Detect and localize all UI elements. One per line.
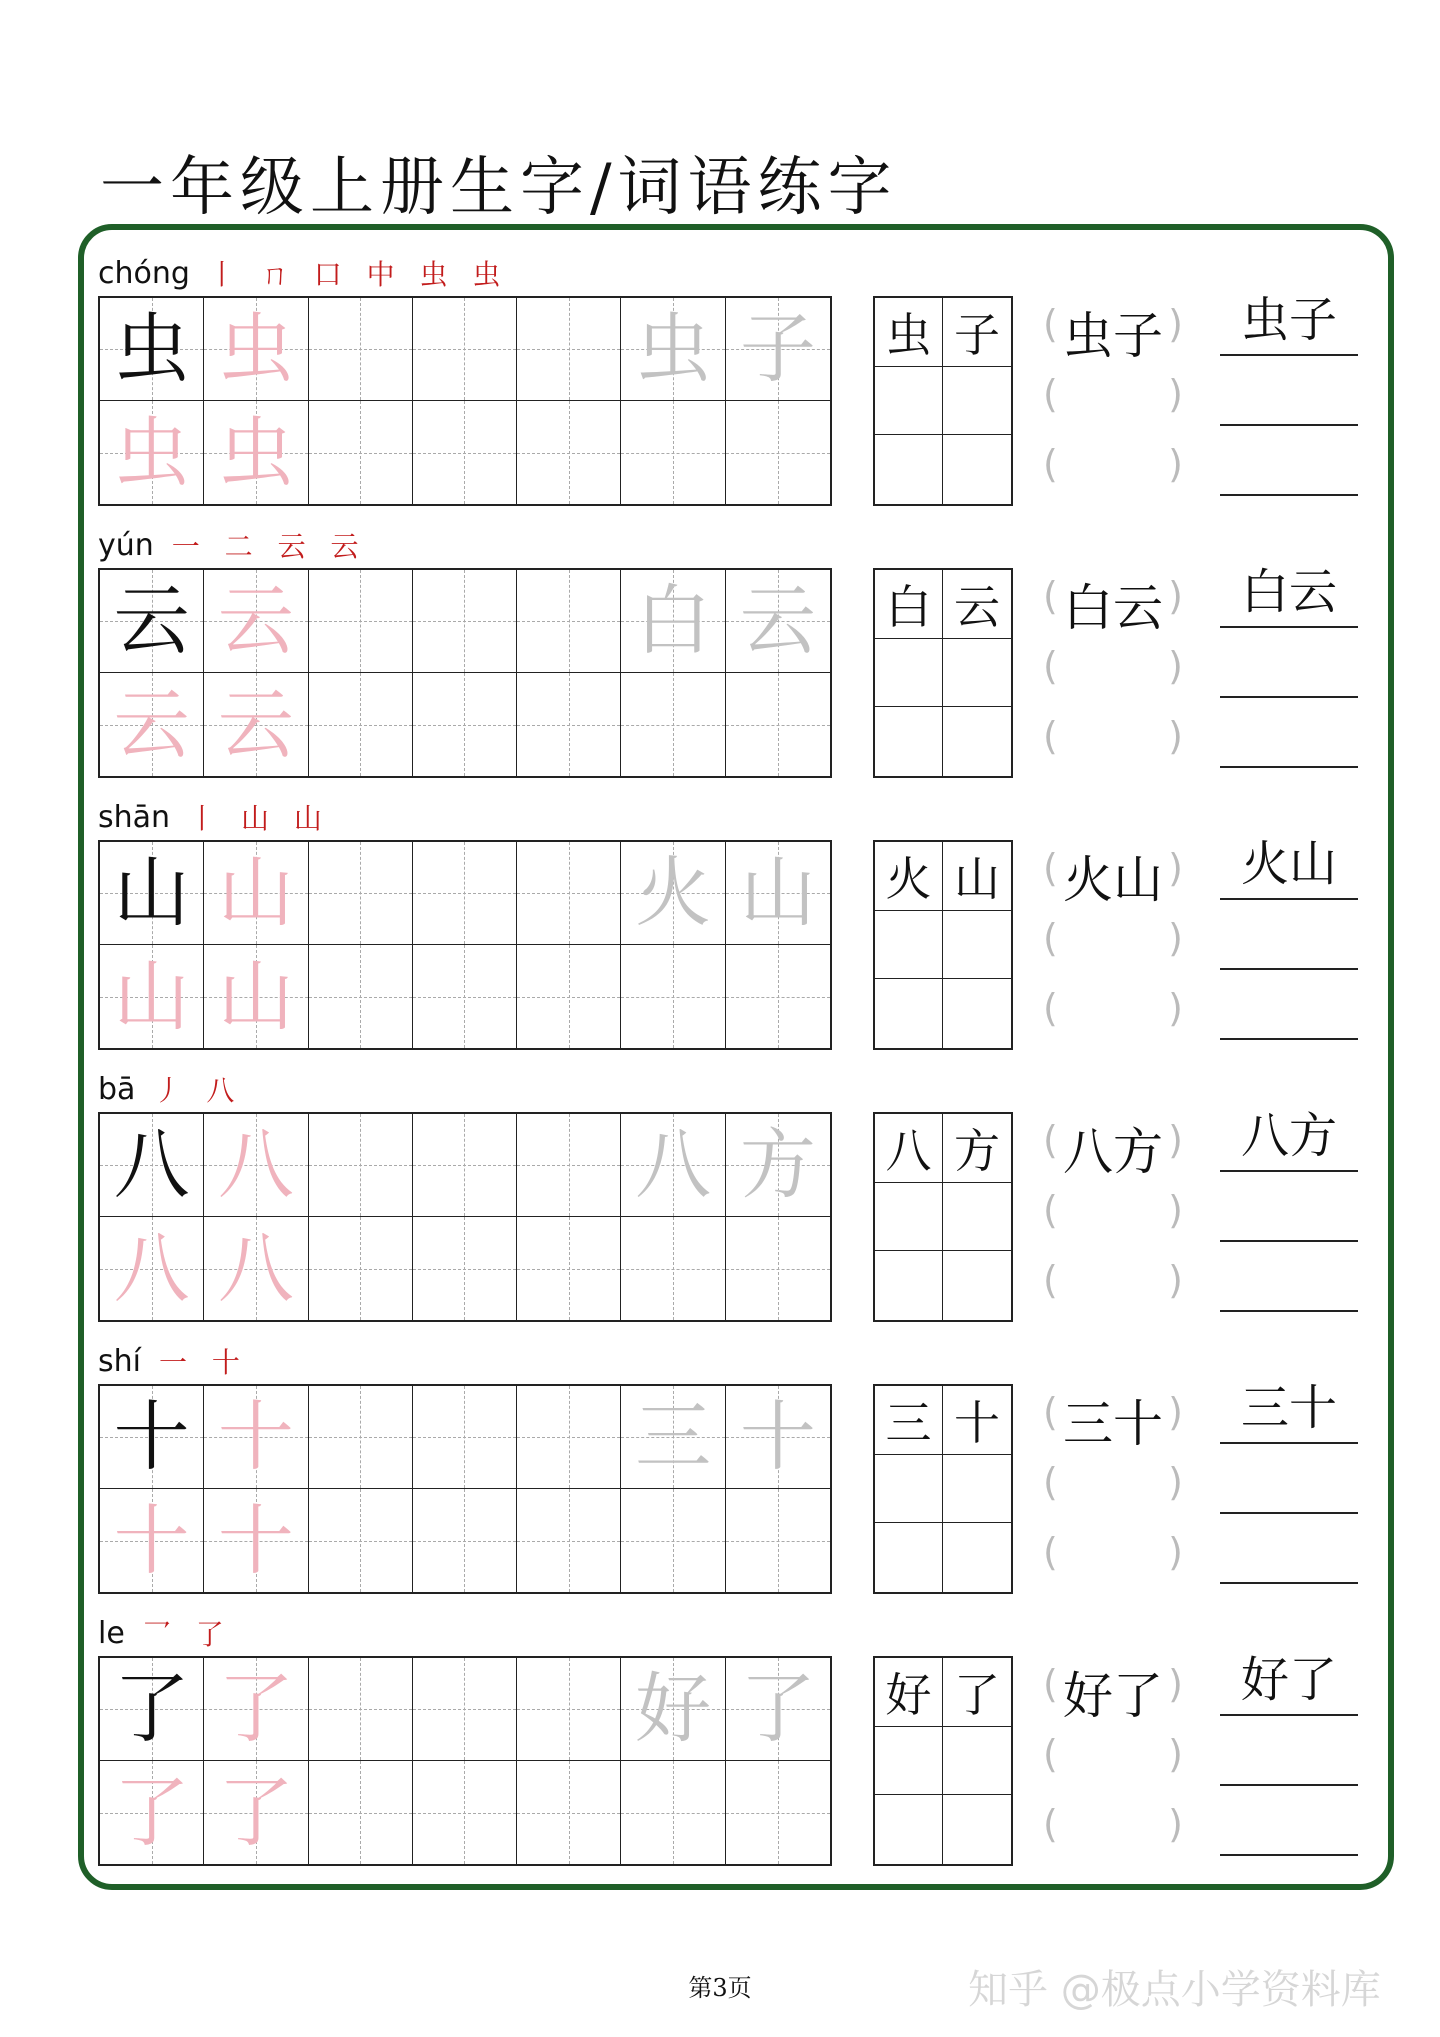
left-paren: (	[1043, 442, 1058, 486]
left-paren: (	[1043, 1188, 1058, 1232]
grid-cell[interactable]	[726, 1489, 830, 1592]
pinyin: yún	[98, 527, 154, 563]
trace-character: 云	[217, 679, 294, 769]
character-grid	[98, 1656, 832, 1866]
word-grid	[873, 296, 1013, 506]
grid-cell[interactable]	[309, 401, 413, 504]
left-paren: (	[1043, 644, 1058, 688]
word-character: 了	[943, 1658, 1011, 1727]
grid-cell[interactable]	[309, 1217, 413, 1320]
paren-blank[interactable]	[1043, 1656, 1183, 1725]
grid-cell[interactable]	[726, 1761, 830, 1864]
grid-cell[interactable]	[413, 673, 517, 776]
grid-cell[interactable]	[517, 1114, 621, 1217]
grid-cell[interactable]	[413, 1761, 517, 1864]
left-paren: (	[1043, 1460, 1058, 1504]
paren-blank[interactable]	[1043, 1182, 1183, 1242]
underline-blank[interactable]	[1220, 366, 1358, 426]
grid-cell[interactable]	[309, 1489, 413, 1592]
grid-cell[interactable]	[517, 298, 621, 401]
grid-cell[interactable]	[517, 1658, 621, 1761]
character-grid	[98, 840, 832, 1050]
grid-cell[interactable]	[100, 1658, 204, 1761]
model-character: 山	[113, 848, 190, 937]
grid-cell[interactable]	[309, 570, 413, 673]
trace-word-character: 十	[739, 1392, 816, 1481]
grid-cell[interactable]	[517, 570, 621, 673]
underline-blank[interactable]	[1220, 1108, 1358, 1172]
right-paren: )	[1168, 1802, 1183, 1846]
trace-word-character: 三	[635, 1392, 712, 1481]
word-grid-cell[interactable]	[943, 639, 1011, 708]
trace-character: 八	[217, 1120, 294, 1209]
trace-character: 山	[217, 848, 294, 937]
grid-cell[interactable]	[726, 673, 830, 776]
grid-cell[interactable]	[100, 401, 204, 504]
trace-character: 了	[113, 1767, 190, 1857]
left-paren: (	[1043, 372, 1058, 416]
grid-cell[interactable]	[204, 298, 308, 401]
character-grid	[98, 296, 832, 506]
grid-cell[interactable]	[100, 673, 204, 776]
underline-word: 虫子	[1240, 292, 1337, 348]
word-character: 子	[943, 298, 1011, 367]
left-paren: (	[1043, 302, 1058, 346]
word-grid-cell[interactable]	[943, 911, 1011, 980]
grid-cell[interactable]	[309, 298, 413, 401]
grid-cell[interactable]	[100, 842, 204, 945]
trace-word-character: 白	[635, 576, 712, 665]
pinyin-line	[98, 796, 330, 838]
trace-character: 八	[113, 1223, 190, 1313]
underline-word: 三十	[1240, 1380, 1337, 1436]
word-grid	[873, 1656, 1013, 1866]
grid-cell[interactable]	[413, 945, 517, 1048]
trace-word-character: 八	[635, 1120, 712, 1209]
underline-blank[interactable]	[1220, 1252, 1358, 1312]
grid-cell[interactable]	[100, 1386, 204, 1489]
page-number: 第3页	[688, 1974, 752, 2002]
model-character: 十	[113, 1392, 190, 1481]
grid-cell[interactable]	[726, 298, 830, 401]
grid-cell[interactable]	[204, 1114, 308, 1217]
left-paren: (	[1043, 1530, 1058, 1574]
grid-cell[interactable]	[413, 842, 517, 945]
right-paren: )	[1168, 372, 1183, 416]
word-grid-cell[interactable]	[943, 979, 1011, 1048]
grid-cell[interactable]	[309, 673, 413, 776]
trace-word-character: 云	[739, 576, 816, 665]
word-character: 方	[943, 1114, 1011, 1183]
paren-word: 好了	[1063, 1667, 1163, 1725]
grid-cell[interactable]	[413, 1217, 517, 1320]
character-grid	[98, 1112, 832, 1322]
paren-blank[interactable]	[1043, 1796, 1183, 1856]
trace-character: 十	[217, 1392, 294, 1481]
trace-word-character: 方	[739, 1120, 816, 1209]
model-character: 了	[113, 1664, 190, 1753]
character-grid	[98, 568, 832, 778]
underline-blank[interactable]	[1220, 1726, 1358, 1786]
word-grid-cell[interactable]	[943, 367, 1011, 436]
word-character: 火	[875, 842, 943, 911]
underline-blank[interactable]	[1220, 980, 1358, 1040]
model-character: 云	[113, 576, 190, 665]
word-grid-cell[interactable]	[875, 911, 943, 980]
grid-cell[interactable]	[413, 1489, 517, 1592]
grid-cell[interactable]	[309, 1114, 413, 1217]
underline-blank[interactable]	[1220, 1524, 1358, 1584]
paren-word: 三十	[1063, 1395, 1163, 1453]
stroke-order: 一 十	[158, 1346, 248, 1379]
grid-cell[interactable]	[621, 842, 725, 945]
underline-blank[interactable]	[1220, 1652, 1358, 1716]
pinyin: bā	[98, 1071, 136, 1107]
grid-cell[interactable]	[100, 1217, 204, 1320]
paren-blank[interactable]	[1043, 1252, 1183, 1312]
watermark: 知乎 @极点小学资料库	[968, 1967, 1381, 2013]
right-paren: )	[1168, 1732, 1183, 1776]
practice-section	[98, 1340, 1368, 1606]
grid-cell[interactable]	[309, 1658, 413, 1761]
grid-cell[interactable]	[309, 945, 413, 1048]
word-character: 八	[875, 1114, 943, 1183]
left-paren: (	[1043, 1662, 1058, 1706]
word-grid	[873, 1384, 1013, 1594]
right-paren: )	[1168, 1530, 1183, 1574]
grid-cell[interactable]	[621, 298, 725, 401]
paren-blank[interactable]	[1043, 980, 1183, 1040]
left-paren: (	[1043, 574, 1058, 618]
right-paren: )	[1168, 1662, 1183, 1706]
grid-cell[interactable]	[517, 1489, 621, 1592]
right-paren: )	[1168, 1390, 1183, 1434]
word-grid-cell[interactable]	[875, 639, 943, 708]
grid-cell[interactable]	[726, 1217, 830, 1320]
paren-blank[interactable]	[1043, 1454, 1183, 1514]
trace-character: 虫	[217, 304, 294, 393]
underline-blank[interactable]	[1220, 836, 1358, 900]
grid-cell[interactable]	[100, 298, 204, 401]
right-paren: )	[1168, 644, 1183, 688]
word-character: 虫	[875, 298, 943, 367]
grid-cell[interactable]	[621, 1217, 725, 1320]
right-paren: )	[1168, 1188, 1183, 1232]
left-paren: (	[1043, 916, 1058, 960]
grid-cell[interactable]	[413, 1658, 517, 1761]
left-paren: (	[1043, 1390, 1058, 1434]
underline-blank[interactable]	[1220, 910, 1358, 970]
grid-cell[interactable]	[621, 945, 725, 1048]
grid-cell[interactable]	[309, 1761, 413, 1864]
word-grid-cell[interactable]	[875, 435, 943, 504]
word-character: 三	[875, 1386, 943, 1455]
grid-cell[interactable]	[517, 1217, 621, 1320]
grid-cell[interactable]	[517, 1761, 621, 1864]
grid-cell[interactable]	[100, 1114, 204, 1217]
trace-character: 山	[113, 951, 190, 1041]
practice-section	[98, 1612, 1368, 1878]
grid-cell[interactable]	[204, 945, 308, 1048]
paren-blank[interactable]	[1043, 840, 1183, 909]
underline-blank[interactable]	[1220, 638, 1358, 698]
word-grid-cell[interactable]	[875, 367, 943, 436]
trace-character: 虫	[217, 407, 294, 497]
grid-cell[interactable]	[100, 1489, 204, 1592]
grid-cell[interactable]	[726, 401, 830, 504]
left-paren: (	[1043, 846, 1058, 890]
trace-word-character: 了	[739, 1664, 816, 1753]
pinyin-line	[98, 524, 366, 566]
stroke-order: 丨 山 山	[188, 802, 330, 835]
right-paren: )	[1168, 916, 1183, 960]
word-grid-cell[interactable]	[943, 1523, 1011, 1592]
grid-cell[interactable]	[621, 401, 725, 504]
grid-cell[interactable]	[621, 1761, 725, 1864]
underline-blank[interactable]	[1220, 1454, 1358, 1514]
right-paren: )	[1168, 1118, 1183, 1162]
paren-blank[interactable]	[1043, 910, 1183, 970]
grid-cell[interactable]	[413, 1114, 517, 1217]
grid-cell[interactable]	[100, 1761, 204, 1864]
paren-blank[interactable]	[1043, 1524, 1183, 1584]
paren-blank[interactable]	[1043, 1384, 1183, 1453]
left-paren: (	[1043, 1258, 1058, 1302]
word-grid-cell[interactable]	[943, 1183, 1011, 1252]
trace-character: 八	[217, 1223, 294, 1313]
paren-blank[interactable]	[1043, 366, 1183, 426]
word-grid	[873, 568, 1013, 778]
grid-cell[interactable]	[517, 945, 621, 1048]
trace-word-character: 虫	[635, 304, 712, 393]
grid-cell[interactable]	[726, 842, 830, 945]
grid-cell[interactable]	[204, 842, 308, 945]
word-grid-cell[interactable]	[943, 1795, 1011, 1864]
trace-character: 山	[217, 951, 294, 1041]
underline-blank[interactable]	[1220, 1796, 1358, 1856]
underline-word: 火山	[1240, 836, 1337, 892]
paren-blank[interactable]	[1043, 296, 1183, 365]
trace-character: 十	[217, 1495, 294, 1585]
stroke-order: 一 二 云 云	[171, 530, 367, 563]
grid-cell[interactable]	[621, 673, 725, 776]
underline-blank[interactable]	[1220, 1182, 1358, 1242]
left-paren: (	[1043, 986, 1058, 1030]
paren-word: 虫子	[1063, 307, 1163, 365]
stroke-order: 丨 ㄇ 口 中 虫 虫	[207, 258, 509, 291]
grid-cell[interactable]	[204, 1761, 308, 1864]
trace-character: 了	[217, 1664, 294, 1753]
left-paren: (	[1043, 1802, 1058, 1846]
word-grid-cell[interactable]	[943, 1251, 1011, 1320]
underline-blank[interactable]	[1220, 1380, 1358, 1444]
word-character: 白	[875, 570, 943, 639]
word-grid-cell[interactable]	[875, 1795, 943, 1864]
model-character: 虫	[113, 304, 190, 393]
grid-cell[interactable]	[517, 401, 621, 504]
underline-blank[interactable]	[1220, 436, 1358, 496]
trace-character: 虫	[113, 407, 190, 497]
grid-cell[interactable]	[413, 570, 517, 673]
grid-cell[interactable]	[726, 1658, 830, 1761]
paren-blank[interactable]	[1043, 708, 1183, 768]
grid-cell[interactable]	[517, 673, 621, 776]
trace-word-character: 火	[635, 848, 712, 937]
left-paren: (	[1043, 714, 1058, 758]
paren-word: 八方	[1063, 1123, 1163, 1181]
practice-section	[98, 796, 1368, 1062]
word-character: 山	[943, 842, 1011, 911]
underline-blank[interactable]	[1220, 708, 1358, 768]
grid-cell[interactable]	[413, 298, 517, 401]
grid-cell[interactable]	[204, 570, 308, 673]
pinyin: chóng	[98, 255, 190, 291]
grid-cell[interactable]	[621, 1658, 725, 1761]
word-grid-cell[interactable]	[875, 979, 943, 1048]
pinyin-line	[98, 1340, 248, 1382]
word-grid-cell[interactable]	[875, 1523, 943, 1592]
word-grid-cell[interactable]	[875, 1727, 943, 1796]
practice-section	[98, 252, 1368, 518]
grid-cell[interactable]	[621, 570, 725, 673]
right-paren: )	[1168, 1460, 1183, 1504]
paren-blank[interactable]	[1043, 568, 1183, 637]
grid-cell[interactable]	[204, 1386, 308, 1489]
pinyin-line	[98, 252, 508, 294]
underline-blank[interactable]	[1220, 564, 1358, 628]
paren-word: 火山	[1063, 851, 1163, 909]
grid-cell[interactable]	[204, 673, 308, 776]
word-grid-cell[interactable]	[943, 707, 1011, 776]
grid-cell[interactable]	[100, 945, 204, 1048]
paren-blank[interactable]	[1043, 638, 1183, 698]
right-paren: )	[1168, 442, 1183, 486]
trace-character: 十	[113, 1495, 190, 1585]
word-grid-cell[interactable]	[943, 1727, 1011, 1796]
word-grid-cell[interactable]	[875, 1251, 943, 1320]
right-paren: )	[1168, 714, 1183, 758]
word-grid-cell[interactable]	[943, 435, 1011, 504]
paren-word: 白云	[1063, 579, 1163, 637]
grid-cell[interactable]	[726, 945, 830, 1048]
word-grid-cell[interactable]	[875, 1455, 943, 1524]
underline-blank[interactable]	[1220, 292, 1358, 356]
character-grid	[98, 1384, 832, 1594]
word-grid	[873, 840, 1013, 1050]
paren-blank[interactable]	[1043, 1112, 1183, 1181]
right-paren: )	[1168, 574, 1183, 618]
underline-word: 白云	[1240, 564, 1337, 620]
trace-word-character: 子	[739, 304, 816, 393]
grid-cell[interactable]	[726, 570, 830, 673]
model-character: 八	[113, 1120, 190, 1209]
stroke-order: 乛 了	[142, 1618, 232, 1651]
pinyin: le	[98, 1615, 125, 1651]
underline-word: 八方	[1240, 1108, 1337, 1164]
right-paren: )	[1168, 302, 1183, 346]
grid-cell[interactable]	[517, 842, 621, 945]
grid-cell[interactable]	[204, 1489, 308, 1592]
page-title: 一年级上册生字/词语练字	[100, 151, 898, 225]
word-grid-cell[interactable]	[875, 707, 943, 776]
right-paren: )	[1168, 846, 1183, 890]
pinyin: shí	[98, 1343, 141, 1379]
grid-cell[interactable]	[204, 1217, 308, 1320]
practice-section	[98, 1068, 1368, 1334]
right-paren: )	[1168, 986, 1183, 1030]
word-grid-cell[interactable]	[943, 1455, 1011, 1524]
word-grid	[873, 1112, 1013, 1322]
stroke-order: 丿 八	[153, 1074, 243, 1107]
grid-cell[interactable]	[517, 1386, 621, 1489]
trace-word-character: 好	[635, 1664, 712, 1753]
word-character: 好	[875, 1658, 943, 1727]
word-character: 十	[943, 1386, 1011, 1455]
trace-character: 云	[113, 679, 190, 769]
word-character: 云	[943, 570, 1011, 639]
pinyin-line	[98, 1612, 232, 1654]
grid-cell[interactable]	[204, 1658, 308, 1761]
pinyin: shān	[98, 799, 171, 835]
grid-cell[interactable]	[621, 1489, 725, 1592]
trace-character: 云	[217, 576, 294, 665]
left-paren: (	[1043, 1118, 1058, 1162]
grid-cell[interactable]	[621, 1386, 725, 1489]
word-grid-cell[interactable]	[875, 1183, 943, 1252]
grid-cell[interactable]	[621, 1114, 725, 1217]
grid-cell[interactable]	[413, 401, 517, 504]
trace-character: 了	[217, 1767, 294, 1857]
practice-section	[98, 524, 1368, 790]
grid-cell[interactable]	[204, 401, 308, 504]
paren-blank[interactable]	[1043, 436, 1183, 496]
underline-word: 好了	[1240, 1652, 1337, 1708]
grid-cell[interactable]	[413, 1386, 517, 1489]
grid-cell[interactable]	[726, 1386, 830, 1489]
grid-cell[interactable]	[100, 570, 204, 673]
trace-word-character: 山	[739, 848, 816, 937]
grid-cell[interactable]	[309, 1386, 413, 1489]
right-paren: )	[1168, 1258, 1183, 1302]
grid-cell[interactable]	[726, 1114, 830, 1217]
pinyin-line	[98, 1068, 242, 1110]
grid-cell[interactable]	[309, 842, 413, 945]
left-paren: (	[1043, 1732, 1058, 1776]
paren-blank[interactable]	[1043, 1726, 1183, 1786]
